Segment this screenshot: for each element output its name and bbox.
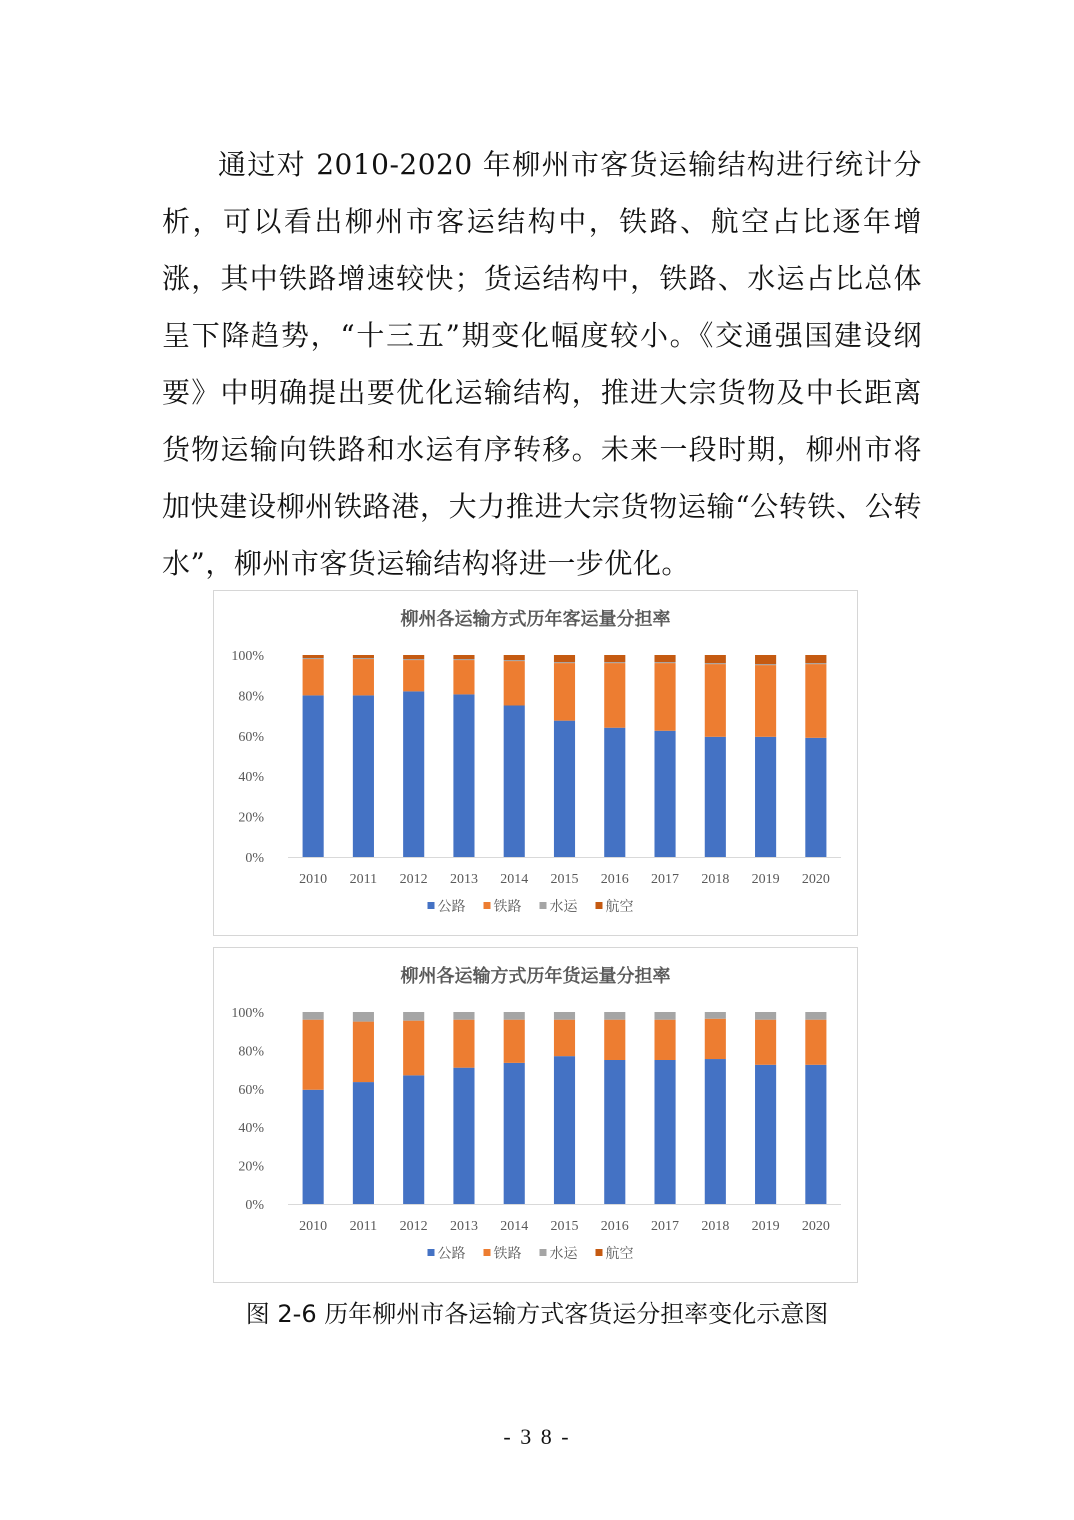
x-tick-label: 2019 bbox=[751, 872, 780, 887]
bar-segment-2012-铁路 bbox=[403, 660, 424, 691]
bar-segment-2011-水运 bbox=[353, 658, 374, 659]
bar-segment-2018-航空 bbox=[705, 655, 726, 663]
bar-segment-2012-公路 bbox=[403, 1075, 424, 1204]
x-tick-label: 2018 bbox=[701, 872, 730, 887]
bar-segment-2020-公路 bbox=[805, 738, 826, 857]
x-tick-label: 2011 bbox=[349, 872, 378, 887]
y-tick-label: 60% bbox=[238, 729, 264, 745]
bar-segment-2016-公路 bbox=[604, 728, 625, 857]
bar-segment-2012-铁路 bbox=[403, 1021, 424, 1076]
bar-segment-2018-公路 bbox=[705, 1059, 726, 1204]
bar-segment-2015-铁路 bbox=[554, 663, 575, 721]
body-paragraph: 通过对 2010-2020 年柳州市客货运输结构进行统计分析，可以看出柳州市客运结构中，铁路、航空占比逐年增涨，其中铁路增速较快；货运结构中，铁路、水运占比总体呈下降趋势，“十三五”期变化幅度较小。《交通强国建设纲要》中明确提出要优化运输结构，推进大宗货物及中长距离货物运输向铁路和水运有序转移。未来一段时期，柳州市将加快建设柳州铁路港，大力推进大宗货物运输“公转铁、公转水”，柳州市客货运输结构将进一步优化。 bbox=[162, 148, 922, 580]
x-tick-label: 2010 bbox=[299, 1219, 328, 1234]
bar-segment-2014-水运 bbox=[504, 1012, 525, 1020]
bar-segment-2016-公路 bbox=[604, 1060, 625, 1204]
legend-swatch bbox=[428, 902, 435, 909]
bar-segment-2016-航空 bbox=[604, 655, 625, 662]
legend-label: 铁路 bbox=[493, 899, 522, 915]
bar-segment-2010-公路 bbox=[303, 695, 324, 857]
bar-segment-2014-航空 bbox=[504, 655, 525, 660]
bar-segment-2019-水运 bbox=[755, 664, 776, 665]
x-tick-label: 2014 bbox=[500, 1219, 529, 1234]
y-tick-label: 20% bbox=[238, 1159, 264, 1175]
x-tick-label: 2012 bbox=[399, 872, 428, 887]
y-tick-label: 40% bbox=[238, 770, 264, 786]
bar-segment-2012-水运 bbox=[403, 659, 424, 660]
bar-segment-2019-铁路 bbox=[755, 1020, 776, 1065]
x-tick-label: 2014 bbox=[500, 872, 529, 887]
bar-segment-2016-铁路 bbox=[604, 1020, 625, 1060]
bar-segment-2016-水运 bbox=[604, 662, 625, 663]
passenger-chart-title: 柳州各运输方式历年客运量分担率 bbox=[400, 609, 671, 630]
legend-label: 铁路 bbox=[493, 1246, 522, 1262]
bar-segment-2015-水运 bbox=[554, 1012, 575, 1020]
legend-swatch bbox=[484, 1249, 491, 1256]
bar-segment-2014-铁路 bbox=[504, 1020, 525, 1063]
bar-segment-2013-铁路 bbox=[453, 660, 474, 694]
x-tick-label: 2015 bbox=[550, 872, 579, 887]
bar-segment-2010-水运 bbox=[303, 658, 324, 659]
bar-segment-2019-铁路 bbox=[755, 665, 776, 737]
bar-segment-2016-水运 bbox=[604, 1012, 625, 1020]
x-tick-label: 2012 bbox=[399, 1219, 428, 1234]
bar-segment-2011-铁路 bbox=[353, 1022, 374, 1082]
bar-segment-2017-公路 bbox=[654, 731, 675, 857]
bar-segment-2015-铁路 bbox=[554, 1020, 575, 1056]
x-tick-label: 2013 bbox=[449, 872, 478, 887]
y-tick-label: 80% bbox=[238, 689, 264, 705]
bar-segment-2015-水运 bbox=[554, 662, 575, 663]
bar-segment-2018-水运 bbox=[705, 1012, 726, 1019]
bar-segment-2011-水运 bbox=[353, 1012, 374, 1022]
bar-segment-2010-水运 bbox=[303, 1012, 324, 1020]
bar-segment-2011-航空 bbox=[353, 655, 374, 658]
bar-segment-2020-水运 bbox=[805, 1012, 826, 1020]
legend-swatch bbox=[428, 1249, 435, 1256]
x-tick-label: 2010 bbox=[299, 872, 328, 887]
y-tick-label: 80% bbox=[238, 1044, 264, 1060]
x-tick-label: 2020 bbox=[801, 1219, 830, 1234]
bar-segment-2010-铁路 bbox=[303, 659, 324, 695]
bar-segment-2013-水运 bbox=[453, 659, 474, 660]
legend-label: 公路 bbox=[437, 899, 466, 915]
bar-segment-2015-航空 bbox=[554, 655, 575, 662]
legend-label: 公路 bbox=[437, 1246, 466, 1262]
bar-segment-2019-公路 bbox=[755, 1065, 776, 1204]
bar-segment-2014-铁路 bbox=[504, 661, 525, 705]
legend-swatch bbox=[596, 902, 603, 909]
passenger-chart-frame bbox=[213, 590, 858, 936]
x-tick-label: 2016 bbox=[600, 1219, 629, 1234]
bar-segment-2010-航空 bbox=[303, 655, 324, 658]
bar-segment-2017-水运 bbox=[654, 662, 675, 663]
x-tick-label: 2011 bbox=[349, 1219, 378, 1234]
page-number: - 3 8 - bbox=[503, 1424, 571, 1449]
figure-caption: 图 2-6 历年柳州市各运输方式客货运分担率变化示意图 bbox=[245, 1300, 829, 1328]
x-tick-label: 2017 bbox=[651, 872, 680, 887]
bar-segment-2013-铁路 bbox=[453, 1020, 474, 1068]
bar-segment-2018-公路 bbox=[705, 737, 726, 857]
x-tick-label: 2016 bbox=[600, 872, 629, 887]
bar-segment-2012-航空 bbox=[403, 655, 424, 659]
y-tick-label: 20% bbox=[238, 810, 264, 826]
legend-swatch bbox=[540, 902, 547, 909]
x-tick-label: 2017 bbox=[651, 1219, 680, 1234]
bar-segment-2018-铁路 bbox=[705, 1019, 726, 1059]
bar-segment-2013-航空 bbox=[453, 655, 474, 659]
bar-segment-2013-公路 bbox=[453, 1068, 474, 1204]
bar-segment-2019-航空 bbox=[755, 655, 776, 664]
legend-label: 水运 bbox=[549, 1246, 578, 1262]
legend-label: 水运 bbox=[549, 899, 578, 915]
bar-segment-2017-水运 bbox=[654, 1012, 675, 1020]
bar-segment-2013-公路 bbox=[453, 694, 474, 857]
bar-segment-2020-航空 bbox=[805, 655, 826, 663]
y-tick-label: 40% bbox=[238, 1121, 264, 1137]
bar-segment-2020-公路 bbox=[805, 1065, 826, 1204]
bar-segment-2011-铁路 bbox=[353, 659, 374, 695]
bar-segment-2015-公路 bbox=[554, 1056, 575, 1204]
bar-segment-2016-铁路 bbox=[604, 663, 625, 728]
passenger-share-chart bbox=[214, 591, 857, 935]
bar-segment-2017-公路 bbox=[654, 1060, 675, 1204]
bar-segment-2014-公路 bbox=[504, 706, 525, 858]
bar-segment-2018-水运 bbox=[705, 663, 726, 664]
freight-chart-frame bbox=[213, 947, 858, 1283]
bar-segment-2014-公路 bbox=[504, 1063, 525, 1204]
bar-segment-2011-公路 bbox=[353, 1082, 374, 1204]
x-tick-label: 2013 bbox=[449, 1219, 478, 1234]
bar-segment-2017-铁路 bbox=[654, 663, 675, 731]
x-tick-label: 2020 bbox=[801, 872, 830, 887]
bar-segment-2020-铁路 bbox=[805, 1020, 826, 1065]
bar-segment-2015-公路 bbox=[554, 721, 575, 857]
bar-segment-2020-水运 bbox=[805, 663, 826, 664]
y-tick-label: 0% bbox=[245, 851, 264, 866]
legend-label: 航空 bbox=[605, 899, 634, 915]
bar-segment-2012-公路 bbox=[403, 691, 424, 857]
freight-chart-title: 柳州各运输方式历年货运量分担率 bbox=[400, 966, 671, 987]
y-tick-label: 100% bbox=[231, 1006, 264, 1021]
bar-segment-2019-水运 bbox=[755, 1012, 776, 1020]
legend-swatch bbox=[596, 1249, 603, 1256]
x-tick-label: 2018 bbox=[701, 1219, 730, 1234]
y-tick-label: 60% bbox=[238, 1082, 264, 1098]
bar-segment-2010-公路 bbox=[303, 1090, 324, 1204]
legend-swatch bbox=[484, 902, 491, 909]
bar-segment-2017-航空 bbox=[654, 655, 675, 662]
x-tick-label: 2019 bbox=[751, 1219, 780, 1234]
bar-segment-2014-水运 bbox=[504, 660, 525, 661]
bar-segment-2019-公路 bbox=[755, 737, 776, 857]
bar-segment-2013-水运 bbox=[453, 1012, 474, 1020]
legend-label: 航空 bbox=[605, 1246, 634, 1262]
legend-swatch bbox=[540, 1249, 547, 1256]
freight-share-chart bbox=[214, 948, 857, 1282]
bar-segment-2020-铁路 bbox=[805, 664, 826, 738]
y-tick-label: 100% bbox=[231, 649, 264, 664]
bar-segment-2011-公路 bbox=[353, 695, 374, 857]
bar-segment-2012-水运 bbox=[403, 1012, 424, 1021]
y-tick-label: 0% bbox=[245, 1198, 264, 1213]
bar-segment-2010-铁路 bbox=[303, 1020, 324, 1090]
bar-segment-2018-铁路 bbox=[705, 664, 726, 737]
x-tick-label: 2015 bbox=[550, 1219, 579, 1234]
bar-segment-2017-铁路 bbox=[654, 1020, 675, 1060]
